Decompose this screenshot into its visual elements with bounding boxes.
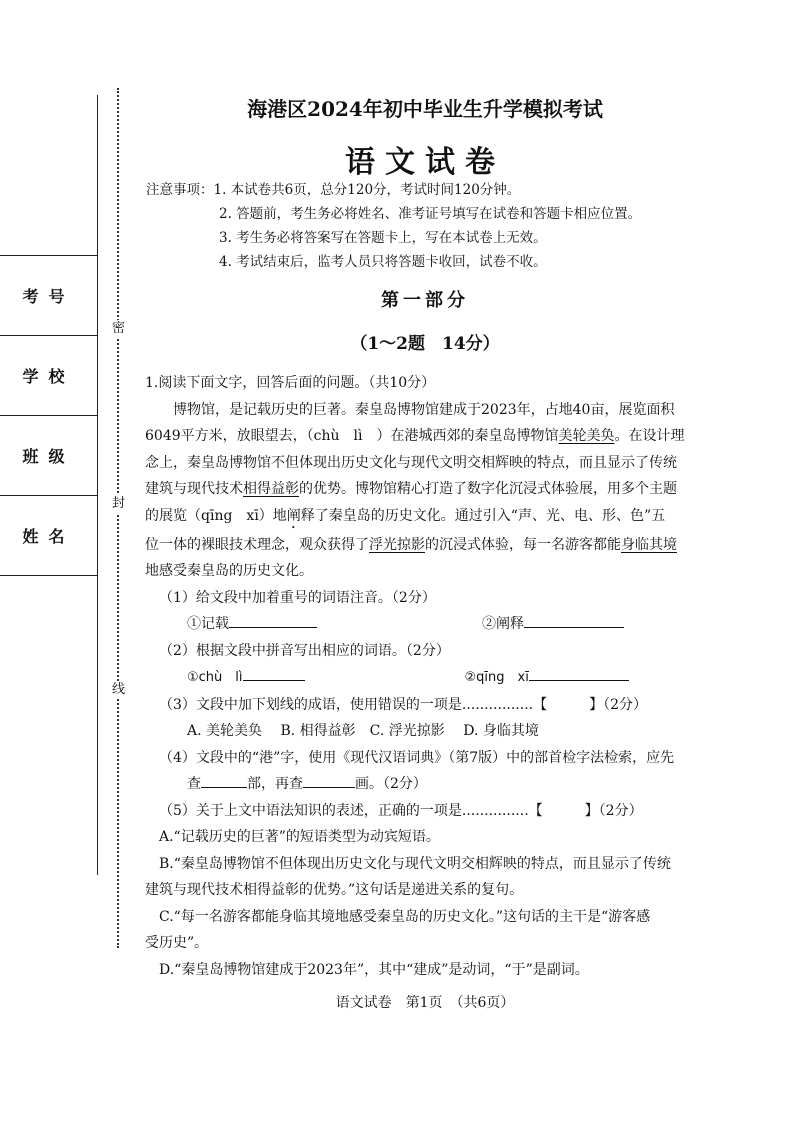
answer-label-b: ②阐释: [482, 616, 524, 632]
name-cell[interactable]: [0, 496, 97, 576]
underlined-idiom: 身临其境: [621, 536, 677, 553]
question-1-stem: 1.阅读下面文字，回答后面的问题。（共10分）: [145, 375, 436, 391]
option-d: D.“秦皇岛博物馆建成于2023年”，其中“建成”是动词，“于”是副词。: [159, 961, 589, 978]
answer-label-b: ②qīng xī: [464, 670, 529, 685]
sub4-text: 查: [187, 776, 201, 792]
sub-question-3-options: A. 美轮美奂 B. 相得益彰 C. 浮光掠影 D. 身临其境: [187, 723, 539, 739]
passage-line: [145, 423, 720, 450]
answer-blank[interactable]: [524, 612, 624, 628]
seal-char-mi: 密: [112, 321, 126, 336]
option-c-line1: C.“每一名游客都能身临其境地感受秦皇岛的历史文化。”这句话的主干是“游客感: [159, 908, 651, 925]
passage-text: 释了秦皇岛的历史文化。通过引入“声、光、电、形、色”五: [300, 507, 666, 524]
passage-line: [145, 503, 720, 532]
sub-question-5-stem: （5）关于上文中语法知识的表述，正确的一项是...............【 】（2分）: [159, 802, 643, 819]
sub4-text: 部，再查: [247, 776, 303, 792]
passage-text: 位一体的裸眼技术理念，观众获得了: [145, 536, 369, 553]
exam-number-label: 考号: [22, 287, 75, 306]
passage-text: 念上，秦皇岛博物馆不但体现出历史文化与现代文明交相辉映的特点，而且显示了传统: [145, 454, 677, 471]
passage-line: [145, 476, 720, 503]
instructions-label: 注意事项：: [146, 182, 214, 198]
sub-question-2-answers: [145, 664, 720, 692]
passage-line: [145, 450, 720, 477]
sub-question-4-blanks: [145, 771, 720, 798]
option-c-line2: 受历史”。: [145, 935, 209, 951]
answer-blank[interactable]: [229, 612, 317, 628]
question-1: [145, 370, 720, 983]
subject-title: 语文试卷: [345, 145, 505, 180]
page-footer: 语文试卷 第1页 （共6页）: [335, 995, 515, 1011]
underlined-idiom: 浮光掠影: [369, 536, 425, 553]
seal-char-feng: 封: [112, 496, 126, 511]
option-a: A.“记载历史的巨著”的短语类型为动宾短语。: [159, 829, 440, 845]
sub-question-1-answers: [145, 611, 720, 638]
passage-text: 的优势。博物馆精心打造了数字化沉浸式体验展，用多个主题: [299, 481, 677, 497]
passage-text: 建筑与现代技术: [145, 481, 243, 497]
seal-dotted-line: [117, 88, 119, 948]
sub-question-3-stem: （3）文段中加下划线的成语，使用错误的一项是................【 】（2分）: [159, 696, 648, 713]
part-subtitle: （1～2题 14分）: [350, 334, 500, 354]
student-info-table: [0, 255, 97, 576]
passage-line: [145, 397, 720, 424]
passage-text: 6049平方米，放眼望去，（chù lì ）在港城西郊的秦皇岛博物馆: [145, 428, 559, 444]
instructions: [146, 178, 641, 274]
passage-text: 。在设计理: [614, 428, 685, 444]
underlined-idiom: 美轮美奂: [558, 428, 615, 444]
stroke-count-blank[interactable]: [303, 772, 355, 788]
sub4-text: 画。（2分）: [355, 776, 427, 792]
instruction-item: 4. 考试结束后，监考人员只将答题卡收回，试卷不收。: [219, 254, 547, 270]
radical-blank[interactable]: [201, 772, 247, 788]
answer-blank[interactable]: [243, 665, 305, 681]
passage-text: 的展览（qīng xī）地: [145, 507, 287, 524]
school-label: 学校: [22, 367, 75, 386]
option-b-line2: 建筑与现代技术相得益彰的优势。”这句话是递进关系的复句。: [145, 882, 524, 898]
underlined-idiom: 相得益彰: [243, 481, 299, 497]
class-label: 班级: [22, 447, 75, 466]
instruction-item: 2. 答题前，考生务必将姓名、准考证号填写在试卷和答题卡相应位置。: [219, 206, 642, 222]
answer-label-a: ①记载: [187, 616, 229, 632]
class-cell[interactable]: [0, 416, 97, 496]
sub-question-1-stem: （1）给文段中加着重号的词语注音。（2分）: [159, 589, 436, 606]
passage-text: 地感受秦皇岛的历史文化。: [145, 563, 313, 579]
seal-char-xian: 线: [112, 682, 126, 697]
instruction-item: 1. 本试卷共6页，总分120分，考试时间120分钟。: [213, 182, 521, 198]
passage-text: 博物馆，是记载历史的巨著。秦皇岛博物馆建成于2023年，占地40亩，展览面积: [173, 401, 675, 418]
exam-number-cell[interactable]: [0, 256, 97, 336]
name-label: 姓名: [22, 527, 75, 546]
emphasized-char: 阐: [286, 507, 301, 524]
exam-title: 海港区2024年初中毕业生升学模拟考试: [247, 97, 603, 121]
passage-text: 的沉浸式体验，每一名游客都能: [425, 536, 621, 553]
part-title: 第一部分: [381, 290, 469, 311]
answer-blank[interactable]: [529, 665, 629, 681]
school-cell[interactable]: [0, 336, 97, 416]
instruction-item: 3. 考生务必将答案写在答题卡上，写在本试卷上无效。: [219, 230, 547, 246]
option-b-line1: B.“秦皇岛博物馆不但体现出历史文化与现代文明交相辉映的特点，而且显示了传统: [159, 855, 671, 872]
binding-border-line: [97, 95, 98, 875]
sub-question-2-stem: （2）根据文段中拼音写出相应的词语。（2分）: [159, 642, 450, 659]
passage-line: [145, 558, 720, 585]
passage-line: [145, 532, 720, 559]
answer-label-a: ①chù lì: [187, 670, 243, 685]
sub-question-4-stem: （4）文段中的“港”字，使用《现代汉语词典》（第7版）中的部首检字法检索，应先: [159, 749, 675, 766]
